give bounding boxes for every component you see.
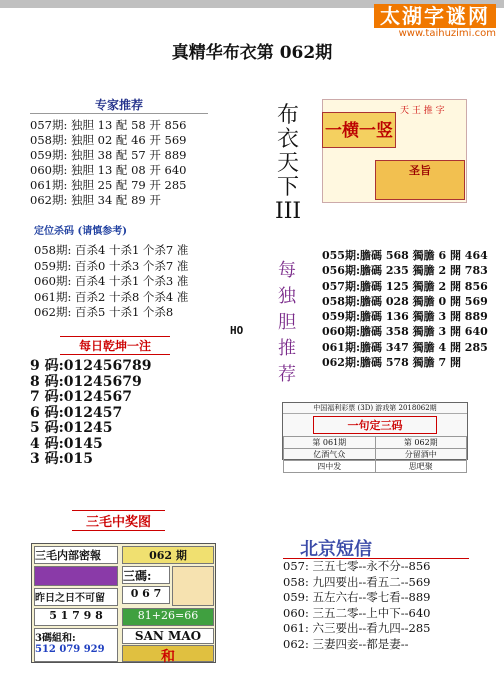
sanmao-three-val: 0 6 7 <box>122 586 170 604</box>
beijing-row: 060: 三五二零--上中下--640 <box>283 605 431 620</box>
sanmao-group <box>34 628 118 662</box>
expert-heading: 专家推荐 <box>30 96 208 114</box>
dudan-row: 062期:膽碼 578 獨膽 7 開 <box>322 356 461 370</box>
kill-row: 062期: 百杀5 十杀1 个杀8 <box>34 305 174 319</box>
expert-row: 057期: 独胆 13 配 58 开 856 <box>30 118 187 132</box>
ticket-table <box>283 436 467 473</box>
sanmao-rb: 昨日之日不可留 <box>34 588 118 606</box>
heng-banner: 一横一竖 <box>322 112 396 148</box>
sanmao-flower-image <box>172 566 214 606</box>
dudan-row: 057期:膽碼 125 獨膽 2 開 856 <box>322 279 488 293</box>
dudan-row: 055期:膽碼 568 獨膽 6 開 464 <box>322 249 488 262</box>
sanmao-nums: 5 1 7 9 8 <box>34 608 118 626</box>
qiankun-row: 8 码:01245679 <box>30 373 142 390</box>
tianwang-tag: 天 王 推 字 <box>400 106 445 116</box>
beijing-row: 057: 三五七零--永不分--856 <box>283 559 431 573</box>
dudan-row: 059期:膽碼 136 獨膽 3 開 889 <box>322 310 488 324</box>
sanmao-sum: 81+26=66 <box>122 608 214 626</box>
meidu-vertical-title: 每独胆推荐 <box>278 260 296 385</box>
expert-row: 062期: 独胆 34 配 89 开 <box>30 193 161 207</box>
ticket-cell: 第 062期 <box>375 437 467 449</box>
kill-row: 060期: 百杀4 十杀1 个杀3 准 <box>34 274 189 288</box>
sanmao-name: SAN MAO <box>122 628 214 644</box>
qiankun-panel <box>30 336 210 468</box>
kill-row: 058期: 百杀4 十杀1 个杀7 准 <box>34 243 189 257</box>
expert-panel <box>30 96 208 207</box>
dudan-panel <box>322 248 488 370</box>
kill-heading: 定位杀码 (请慎参考) <box>34 226 127 237</box>
ticket-top: 中国福利彩票 (3D) 游戏第 2018062期 <box>283 403 467 414</box>
page-title: 真精华布衣第 062期 <box>171 43 333 63</box>
ticket-banner: 一句定三码 <box>313 416 437 434</box>
qiankun-row: 9 码:012456789 <box>30 358 152 374</box>
dudan-row: 056期:膽碼 235 獨膽 2 開 783 <box>322 264 488 278</box>
kill-panel <box>34 222 222 321</box>
sanmao-purple-image <box>34 566 118 586</box>
expert-row: 060期: 独胆 13 配 08 开 640 <box>30 163 187 177</box>
expert-row: 059期: 独胆 38 配 57 开 889 <box>30 148 187 162</box>
qiankun-heading: 每日乾坤一注 <box>60 336 170 355</box>
site-logo[interactable]: 太湖字谜网 <box>374 4 496 28</box>
sanmao-group-val: 512 079 929 <box>35 644 105 655</box>
lottery-ticket <box>282 402 468 471</box>
qiankun-row: 5 码:01245 <box>30 420 113 436</box>
expert-row: 058期: 独胆 02 配 46 开 569 <box>30 133 187 147</box>
sanmao-group-label: 3碼組和: <box>35 633 76 644</box>
qiankun-row: 7 码:0124567 <box>30 389 132 405</box>
dudan-row: 058期:膽碼 028 獨膽 0 開 569 <box>322 294 488 308</box>
dudan-row: 061期:膽碼 347 獨膽 4 開 285 <box>322 340 488 354</box>
sanmao-title: 三毛中奖图 <box>72 510 165 531</box>
beijing-row: 061: 六三要出--看九四--285 <box>283 621 431 635</box>
beijing-row: 059: 五左六右--零七看--889 <box>283 590 431 604</box>
qiankun-row: 4 码:0145 <box>30 435 103 452</box>
sanmao-he: 和 <box>122 645 214 662</box>
sanmao-inner: 三毛内部密報 <box>34 546 118 564</box>
sanmao-issue: 062 期 <box>122 546 214 564</box>
qiankun-row: 6 码:012457 <box>30 404 123 421</box>
ticket-cell: 亿酒气众 <box>284 449 376 461</box>
beijing-title: 北京短信 <box>300 539 372 560</box>
kill-row: 061期: 百杀2 十杀8 个杀4 准 <box>34 289 189 304</box>
ticket-cell: 分留酒中 <box>375 449 467 461</box>
beijing-panel <box>283 558 469 652</box>
buyi-vertical-title: 布衣天下III <box>275 103 302 224</box>
qiankun-row: 3 码:015 <box>30 451 94 467</box>
site-url[interactable]: www.taihuzimi.com <box>398 28 496 39</box>
sanmao-panel <box>31 543 216 663</box>
ticket-cell: 思吧聚 <box>375 461 467 473</box>
beijing-row: 058: 九四要出--看五二--569 <box>283 574 431 589</box>
ticket-cell: 第 061期 <box>284 437 376 449</box>
ticket-cell: 四中发 <box>284 461 376 473</box>
dudan-row: 060期:膽碼 358 獨膽 3 開 640 <box>322 325 488 339</box>
expert-row: 061期: 独胆 25 配 79 开 285 <box>30 178 187 192</box>
ho-mark: HO <box>230 324 244 337</box>
kill-row: 059期: 百杀0 十杀3 个杀7 准 <box>34 258 189 273</box>
sanmao-three-label: 三碼: <box>122 566 170 584</box>
shengzhi-banner: 圣旨 <box>375 160 465 200</box>
beijing-row: 062: 三妻四妾--都是妻-- <box>283 636 409 651</box>
